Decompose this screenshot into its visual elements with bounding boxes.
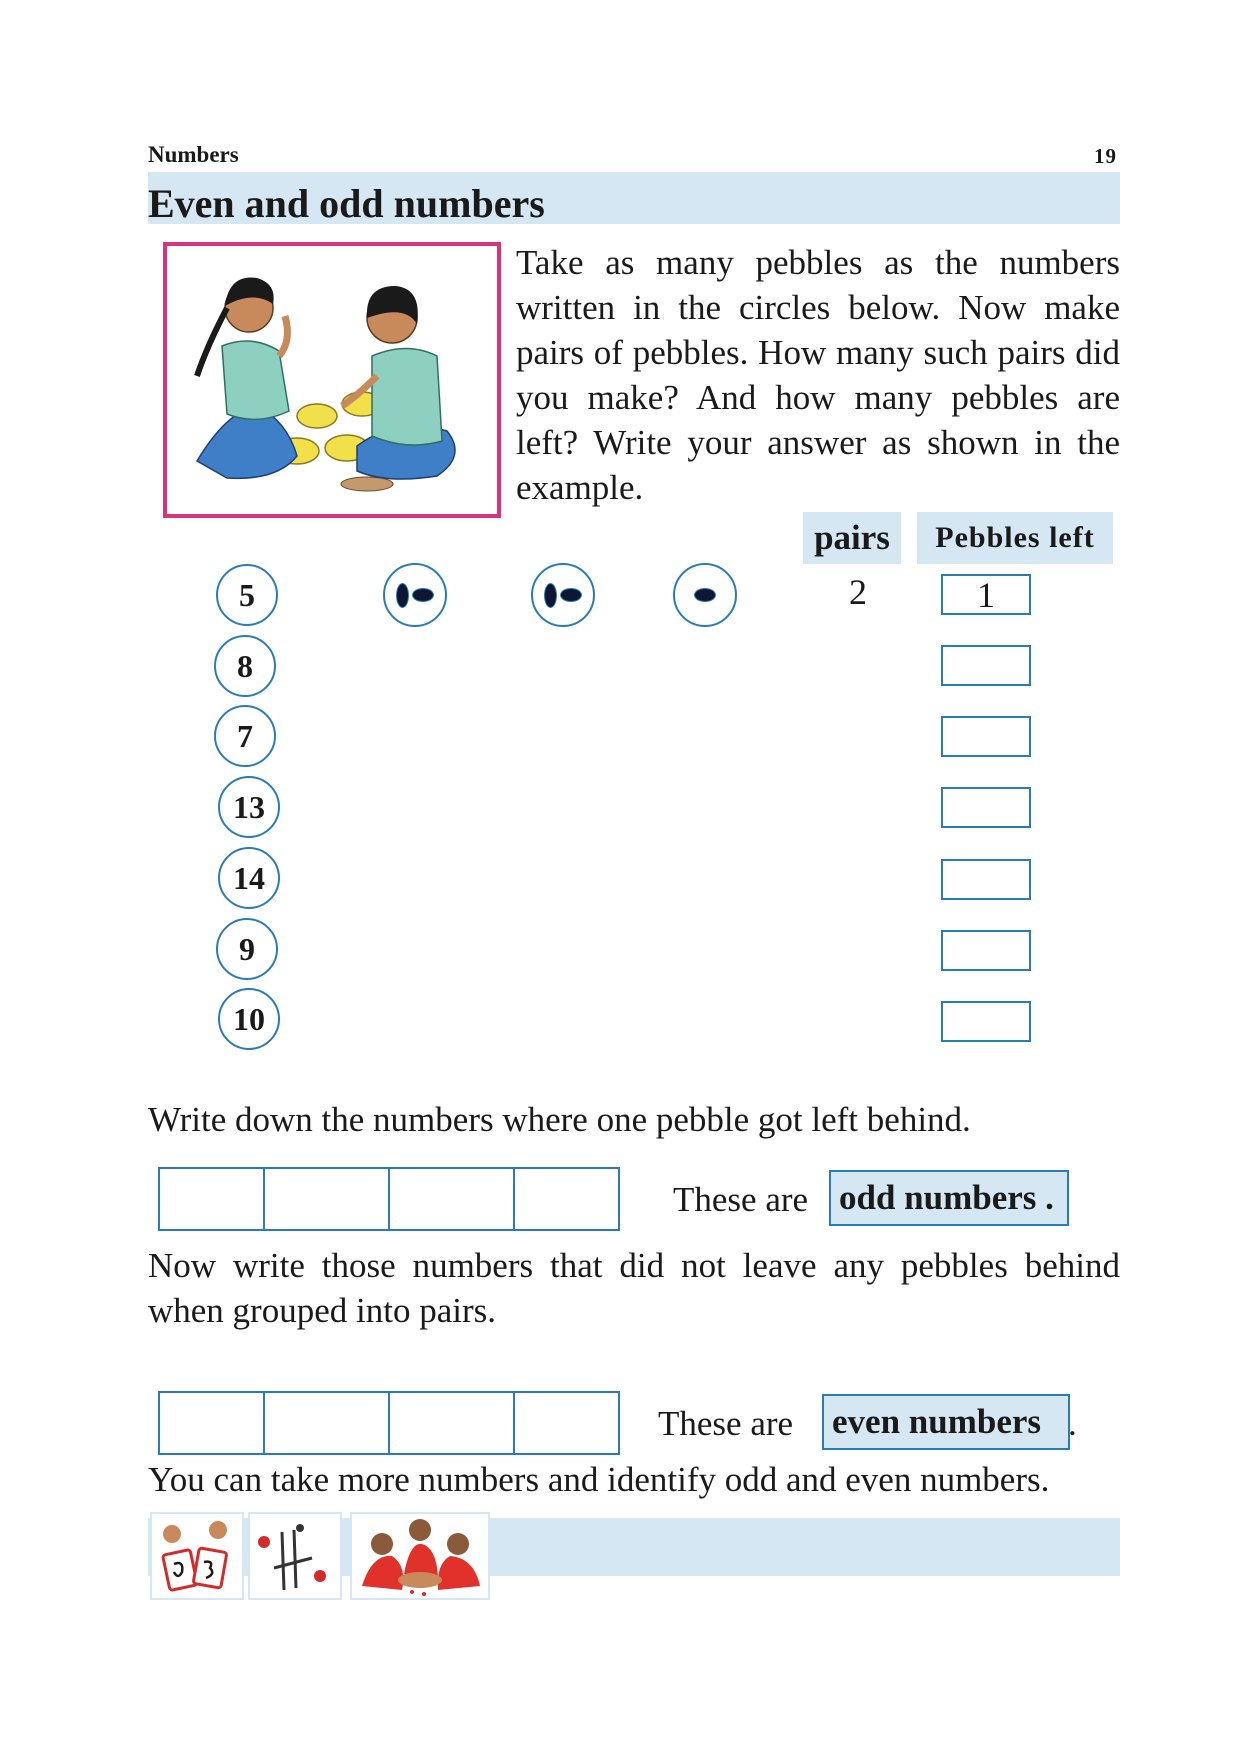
number-circle: 10 — [218, 988, 280, 1050]
pebbles-left-answer-box[interactable] — [941, 716, 1031, 757]
even-number-cell[interactable] — [160, 1393, 265, 1453]
even-number-cell[interactable] — [265, 1393, 390, 1453]
odd-number-cell[interactable] — [515, 1169, 617, 1229]
even-instruction-line1: Now write those numbers that did not leave any pebbles behind — [148, 1246, 1120, 1285]
odd-number-cell[interactable] — [390, 1169, 515, 1229]
odd-numbers-tag: odd numbers . — [829, 1170, 1069, 1226]
matchsticks-icon — [248, 1512, 342, 1600]
pebble-icon — [560, 588, 582, 602]
odd-number-cell[interactable] — [265, 1169, 390, 1229]
pairs-column-header: pairs — [803, 512, 901, 564]
example-pebbles-left-box: 1 — [941, 574, 1031, 615]
section-label: Numbers — [148, 142, 239, 167]
children-group-icon — [350, 1512, 490, 1600]
children-pebbles-drawing — [167, 246, 497, 514]
even-number-cell[interactable] — [515, 1393, 617, 1453]
odd-instruction: Write down the numbers where one pebble got left behind. — [148, 1100, 971, 1139]
pebble-icon — [694, 588, 716, 602]
even-numbers-write-grid — [158, 1391, 620, 1455]
number-circle: 13 — [218, 776, 280, 838]
pebble-icon — [544, 583, 557, 608]
pebble-pair-circle — [531, 563, 595, 627]
number-circle: 7 — [214, 705, 276, 767]
even-numbers-tag: even numbers — [822, 1394, 1070, 1450]
pebbles-left-column-header: Pebbles left — [917, 512, 1113, 564]
intro-paragraph: Take as many pebbles as the numbers written in the circles below. Now make pairs of pebbles. How many such pairs did you make? And how many pebbles are left? Write your answer as shown in the example. — [516, 243, 1120, 507]
even-trailing-period: . — [1068, 1404, 1077, 1443]
even-instruction-line2: when grouped into pairs. — [148, 1291, 496, 1330]
pebbles-left-answer-box[interactable] — [941, 1001, 1031, 1042]
single-pebble-circle — [673, 563, 737, 627]
pebbles-left-answer-box[interactable] — [941, 787, 1031, 828]
even-these-are-text: These are — [658, 1404, 794, 1443]
even-number-cell[interactable] — [390, 1393, 515, 1453]
pebbles-left-answer-box[interactable] — [941, 859, 1031, 900]
pebble-pair-circle — [383, 563, 447, 627]
number-circle: 9 — [216, 918, 278, 980]
pebbles-left-answer-box[interactable] — [941, 930, 1031, 971]
odd-numbers-write-grid — [158, 1167, 620, 1231]
number-circle: 8 — [214, 635, 276, 697]
odd-these-are-text: These are — [673, 1180, 809, 1219]
example-pairs-value: 2 — [849, 572, 867, 612]
closing-sentence: You can take more numbers and identify odd and even numbers. — [148, 1460, 1050, 1499]
pebble-icon — [412, 588, 434, 602]
page-number: 19 — [1094, 144, 1117, 168]
pebbles-left-answer-box[interactable] — [941, 645, 1031, 686]
odd-number-cell[interactable] — [160, 1169, 265, 1229]
pebble-icon — [396, 583, 409, 608]
page-title: Even and odd numbers — [148, 181, 545, 226]
number-circle: 5 — [216, 564, 278, 626]
number-cards-icon — [150, 1512, 244, 1600]
number-circle: 14 — [218, 847, 280, 909]
children-counting-illustration — [163, 242, 501, 518]
